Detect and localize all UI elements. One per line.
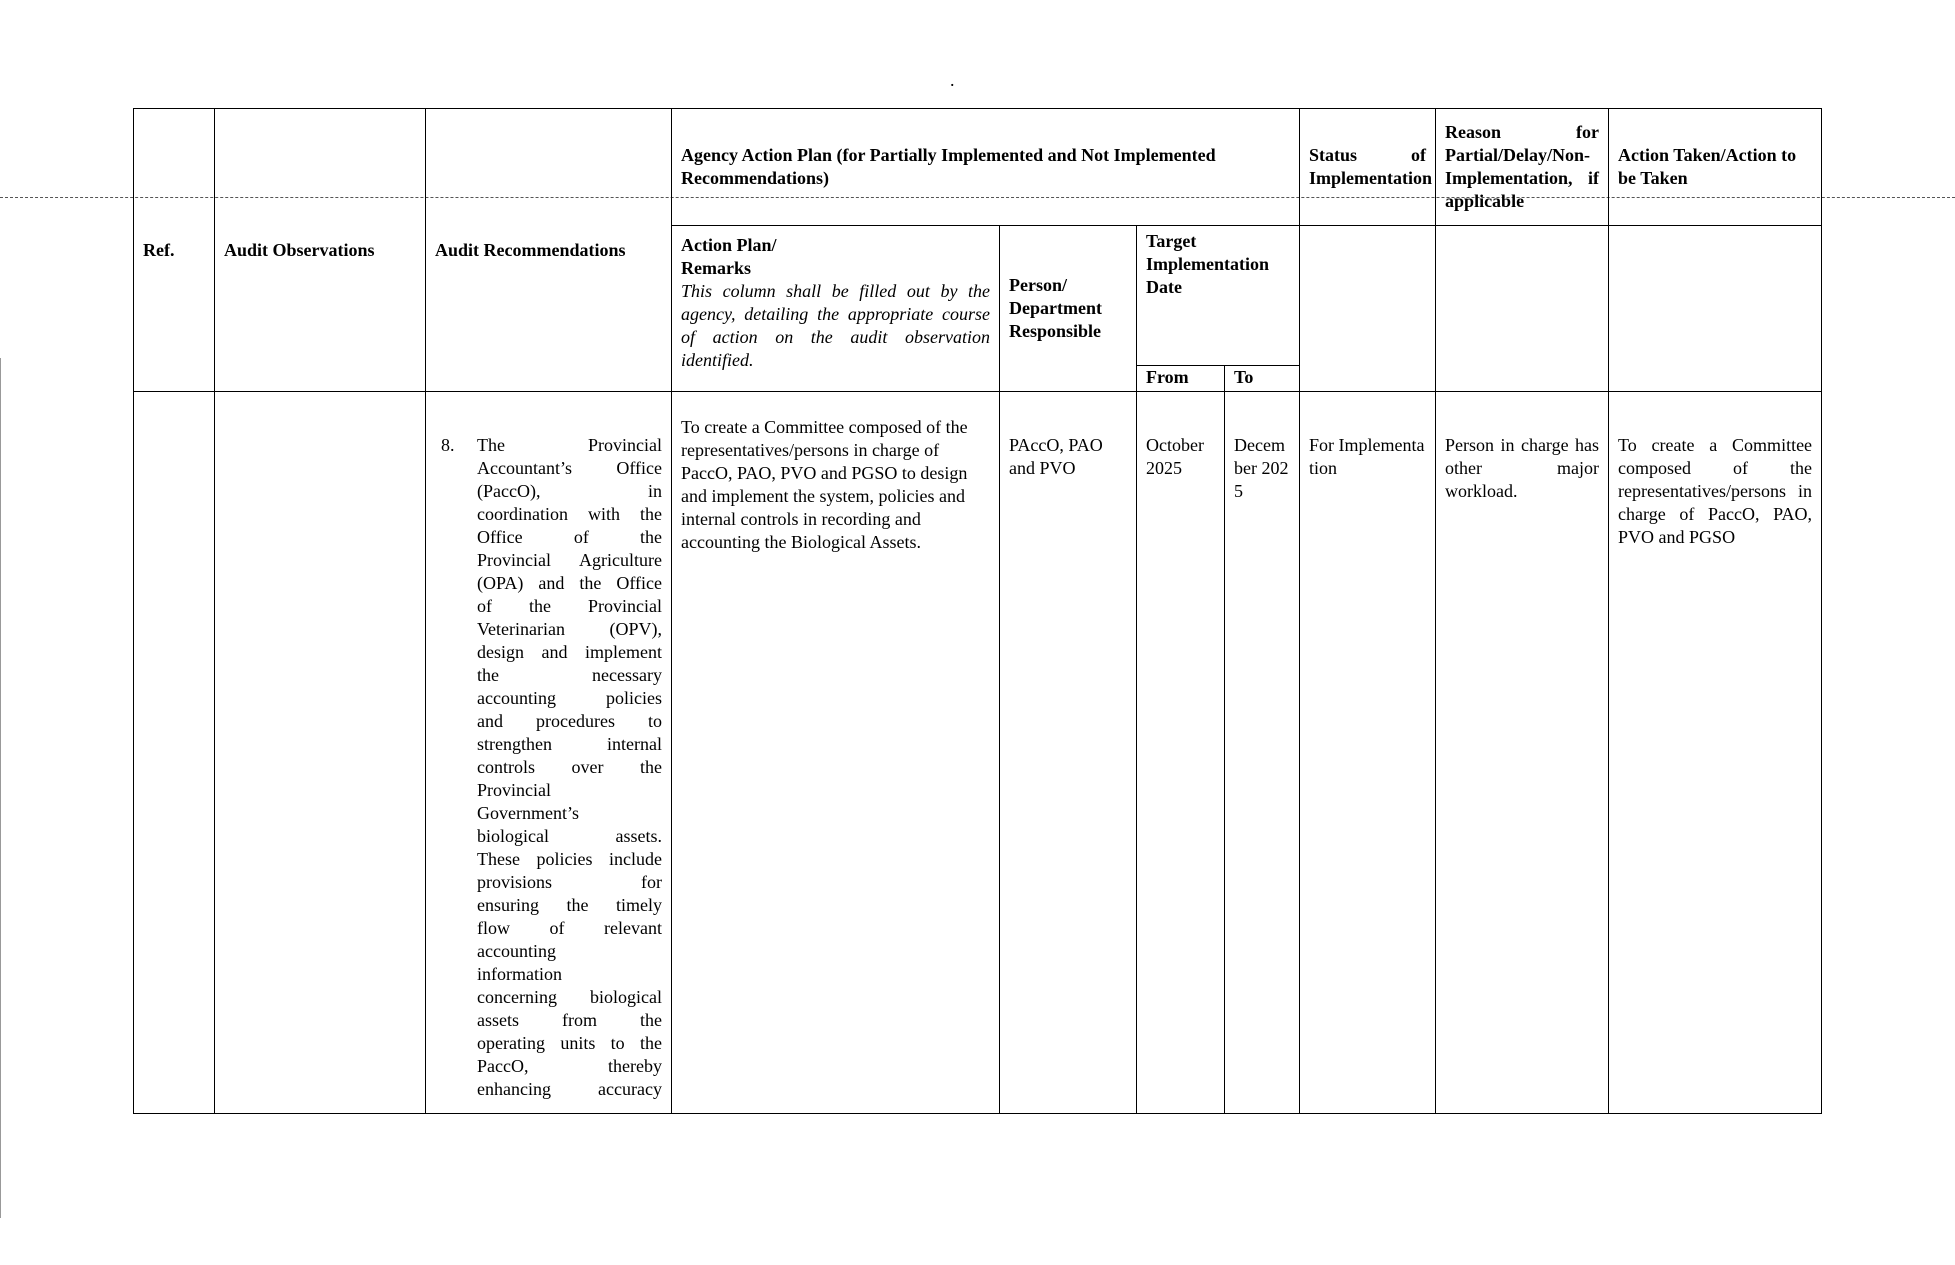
header-person-responsible: Person/ Department Responsible <box>1000 226 1137 392</box>
recommendation-line: Office of the <box>477 527 662 547</box>
header-ref: Ref. <box>134 109 215 392</box>
recommendation-line: Veterinarian (OPV), <box>477 619 662 639</box>
row-reason: Person in charge has other major workload. <box>1436 392 1609 1114</box>
recommendation-line: PaccO, thereby <box>477 1056 662 1076</box>
recommendation-line: information <box>477 964 562 984</box>
action-plan-title: Action Plan/ <box>681 235 777 255</box>
rec-number: 8. <box>441 435 455 455</box>
header-reason: Reason for Partial/Delay/Non-Implementation, if applicable <box>1436 109 1609 226</box>
recommendation-line: design and implement <box>477 642 662 662</box>
recommendation-line: operating units to the <box>477 1033 662 1053</box>
header-action-taken: Action Taken/Action to be Taken <box>1609 109 1822 226</box>
recommendation-line: Government’s <box>477 803 579 823</box>
recommendation-line: (PaccO), in <box>477 481 662 501</box>
table-row <box>134 392 1822 1114</box>
action-plan-note: This column shall be filled out by the agency, detailing the appropriate course of action on the audit observation identified. <box>681 281 990 370</box>
row-status: For Implementation <box>1300 392 1436 1114</box>
left-margin-line <box>0 358 1 1218</box>
recommendation-line: ensuring the timely <box>477 895 662 915</box>
recommendation-line: coordination with the <box>477 504 662 524</box>
row-action-plan: To create a Committee composed of the representatives/persons in charge of PaccO, PAO, PVO and PGSO to design and implement the system, policies and internal controls in recording and accounting the Biological Assets. <box>672 392 1000 1114</box>
row-from: October 2025 <box>1137 392 1225 1114</box>
recommendation-line: Provincial <box>477 780 551 800</box>
recommendation-line: strengthen internal <box>477 734 662 754</box>
header-target-date: Target Implementation Date <box>1137 226 1300 366</box>
recommendation-line: The Provincial <box>477 435 662 455</box>
header-audit-recommendations: Audit Recommendations <box>426 109 672 392</box>
recommendation-line: concerning biological <box>477 987 662 1007</box>
row-to: December 2025 <box>1225 392 1300 1114</box>
header-reason-blank <box>1436 226 1609 392</box>
row-recommendation <box>426 392 672 1114</box>
row-observation <box>215 392 426 1114</box>
header-action-plan <box>672 226 1000 392</box>
recommendation-line: and procedures to <box>477 711 662 731</box>
row-action-taken: To create a Committee composed of the representatives/persons in charge of PaccO, PAO, PVO and PGSO <box>1609 392 1822 1114</box>
header-audit-observations: Audit Observations <box>215 109 426 392</box>
rec-text <box>477 434 662 1101</box>
recommendation-line: accounting <box>477 941 556 961</box>
recommendation-line: enhancing accuracy <box>477 1079 662 1099</box>
recommendation-line: These policies include <box>477 849 662 869</box>
recommendation-line: assets from the <box>477 1010 662 1030</box>
recommendation-line: of the Provincial <box>477 596 662 616</box>
action-plan-table <box>133 108 1822 1114</box>
recommendation-line: provisions for <box>477 872 662 892</box>
recommendation-line: flow of relevant <box>477 918 662 938</box>
recommendation-line: (OPA) and the Office <box>477 573 662 593</box>
page-dot: . <box>950 70 955 90</box>
recommendation-line: controls over the <box>477 757 662 777</box>
header-agency-action-plan: Agency Action Plan (for Partially Implemented and Not Implemented Recommendations) <box>672 109 1300 226</box>
recommendation-line: accounting policies <box>477 688 662 708</box>
header-status-blank <box>1300 226 1436 392</box>
recommendation-line: Accountant’s Office <box>477 458 662 478</box>
header-from: From <box>1137 366 1225 392</box>
row-ref <box>134 392 215 1114</box>
action-plan-remarks: Remarks <box>681 258 751 278</box>
header-to: To <box>1225 366 1300 392</box>
recommendation-line: biological assets. <box>477 826 662 846</box>
header-row-1 <box>134 109 1822 226</box>
recommendation-line: Provincial Agriculture <box>477 550 662 570</box>
header-action-taken-blank <box>1609 226 1822 392</box>
row-person: PAccO, PAO and PVO <box>1000 392 1137 1114</box>
header-status: Status of Implementation <box>1300 109 1436 226</box>
recommendation-line: the necessary <box>477 665 662 685</box>
